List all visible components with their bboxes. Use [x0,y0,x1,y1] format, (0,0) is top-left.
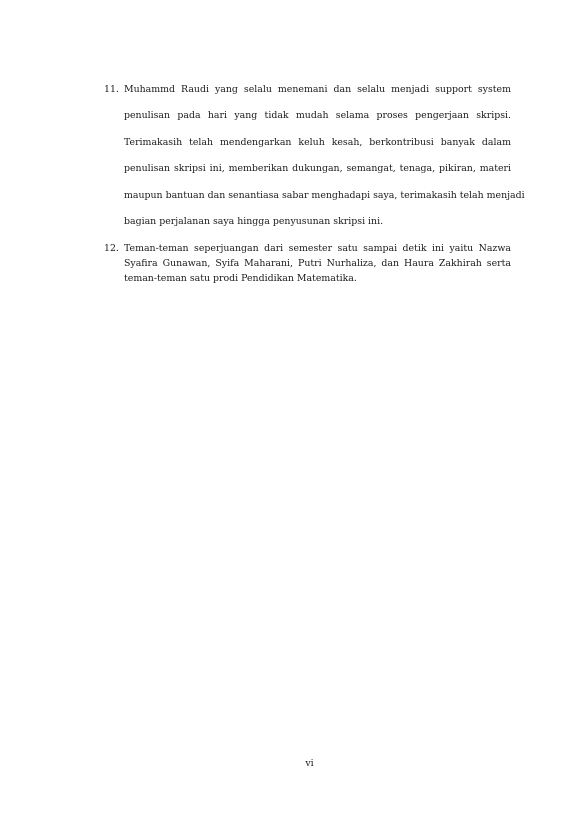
text-line: Terimakasih telah mendengarkan keluh kesah, berkontribusi banyak dalam [124,136,511,148]
list-item-number: 11. [104,84,119,95]
list-item-text [124,242,511,287]
text-line: Syafira Gunawan, Syifa Maharani, Putri Nurhaliza, dan Haura Zakhirah serta [124,258,511,269]
text-line: maupun bantuan dan senantiasa sabar menghadapi saya, terimakasih telah menjadi [124,189,525,201]
text-line: bagian perjalanan saya hingga penyusunan skripsi ini. [124,215,384,227]
list-item-text [124,83,525,241]
page-number: vi [305,758,314,769]
text-line: teman-teman satu prodi Pendidikan Matematika. [124,273,357,284]
text-line: Teman-teman seperjuangan dari semester satu sampai detik ini yaitu Nazwa [124,243,511,254]
text-line: penulisan skripsi ini, memberikan dukungan, semangat, tenaga, pikiran, materi [124,163,511,175]
text-line: Muhammd Raudi yang selalu menemani dan selalu menjadi support system [124,84,511,95]
list-item-number: 12. [104,243,119,254]
text-line: penulisan pada hari yang tidak mudah selama proses pengerjaan skripsi. [124,110,511,122]
